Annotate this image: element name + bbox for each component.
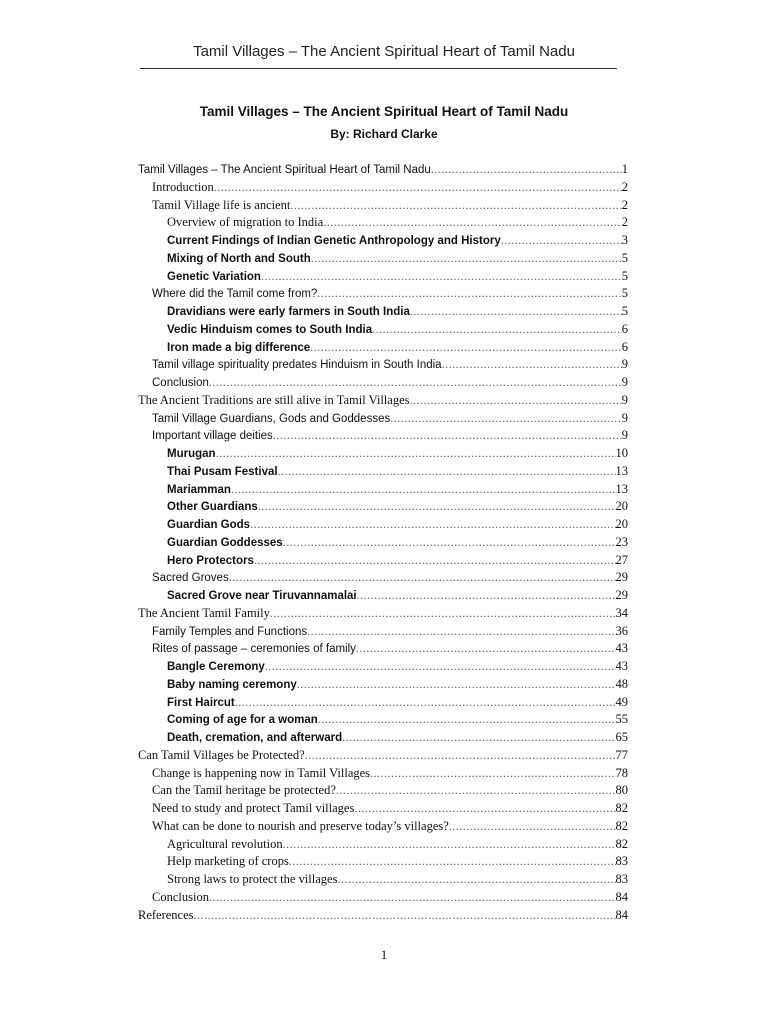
toc-dot-leader — [214, 179, 622, 197]
toc-dot-leader — [410, 392, 622, 410]
toc-entry[interactable] — [138, 729, 628, 747]
toc-entry-title: The Ancient Tamil Family — [138, 605, 270, 620]
toc-dot-leader — [283, 534, 616, 552]
toc-entry-page: 27 — [615, 552, 628, 567]
toc-entry[interactable] — [138, 268, 628, 286]
toc-entry-title: Sacred Groves — [152, 572, 229, 585]
toc-dot-leader — [336, 782, 616, 800]
toc-entry[interactable] — [138, 214, 628, 232]
toc-entry-page: 3 — [621, 233, 628, 247]
toc-entry[interactable] — [138, 303, 628, 321]
toc-entry-page: 23 — [615, 534, 628, 549]
toc-entry[interactable] — [138, 640, 628, 658]
toc-dot-leader — [323, 214, 622, 232]
toc-entry-page: 9 — [621, 428, 628, 443]
toc-entry-page: 29 — [615, 570, 628, 585]
toc-entry-page: 82 — [615, 801, 628, 815]
toc-dot-leader — [216, 445, 616, 463]
toc-entry-page: 5 — [621, 250, 628, 265]
toc-entry-title: Introduction — [152, 179, 214, 194]
toc-entry-page: 77 — [615, 747, 628, 762]
toc-dot-leader — [283, 836, 616, 854]
toc-entry-title: Change is happening now in Tamil Villages — [152, 765, 371, 780]
toc-entry-page: 2 — [621, 215, 628, 230]
toc-entry-page: 43 — [615, 641, 628, 656]
toc-entry-title: Death, cremation, and afterward — [167, 732, 343, 744]
toc-entry-page: 13 — [615, 481, 628, 496]
toc-entry-title: Overview of migration to India — [167, 215, 324, 230]
toc-entry[interactable] — [138, 250, 628, 268]
toc-entry-title: Help marketing of crops — [167, 854, 289, 869]
toc-entry-title: Guardian Gods — [167, 519, 251, 531]
toc-entry-title: Hero Protectors — [167, 554, 254, 567]
toc-dot-leader — [356, 640, 616, 658]
toc-entry[interactable] — [138, 534, 628, 552]
toc-dot-leader — [194, 907, 616, 925]
toc-dot-leader — [297, 676, 616, 694]
toc-entry-page: 5 — [621, 268, 628, 283]
toc-entry-page: 6 — [621, 339, 628, 354]
toc-entry-title: Current Findings of Indian Genetic Anthropology and History — [167, 235, 501, 247]
toc-entry[interactable] — [138, 356, 628, 374]
toc-entry-page: 80 — [615, 783, 628, 798]
toc-entry[interactable] — [138, 907, 628, 925]
toc-entry[interactable] — [138, 285, 628, 303]
toc-entry-page: 84 — [615, 907, 628, 922]
toc-entry[interactable] — [138, 800, 628, 818]
toc-entry[interactable] — [138, 552, 628, 570]
toc-dot-leader — [231, 481, 616, 499]
toc-entry-page: 13 — [615, 463, 628, 478]
toc-dot-leader — [305, 747, 616, 765]
toc-entry-title: Dravidians were early farmers in South India — [167, 306, 410, 318]
toc-dot-leader — [209, 374, 622, 392]
toc-entry-page: 2 — [621, 197, 628, 212]
toc-dot-leader — [310, 339, 622, 357]
toc-entry-title: Genetic Variation — [167, 270, 261, 283]
toc-entry-page: 65 — [615, 730, 628, 744]
toc-entry-page: 9 — [621, 392, 628, 407]
toc-dot-leader — [278, 463, 616, 481]
toc-dot-leader — [254, 552, 616, 570]
toc-entry[interactable] — [138, 392, 628, 410]
table-of-contents — [138, 161, 628, 924]
toc-entry-title: Conclusion — [152, 889, 209, 904]
page-number: 1 — [380, 947, 388, 962]
toc-entry-title: Strong laws to protect the villages — [167, 872, 338, 886]
toc-entry-page: 34 — [615, 605, 628, 620]
toc-entry-page: 10 — [615, 446, 628, 460]
toc-entry[interactable] — [138, 232, 628, 250]
toc-entry-page: 83 — [615, 872, 628, 886]
toc-entry-page: 20 — [615, 499, 628, 514]
toc-entry-title: Conclusion — [152, 377, 209, 389]
toc-entry-page: 1 — [621, 162, 628, 176]
toc-entry-title: Need to study and protect Tamil villages — [152, 801, 355, 815]
toc-entry-page: 82 — [615, 818, 628, 833]
toc-dot-leader — [289, 853, 616, 871]
toc-entry-page: 84 — [615, 889, 628, 904]
toc-entry-page: 20 — [615, 517, 628, 531]
toc-entry-title: Family Temples and Functions — [152, 625, 308, 638]
toc-dot-leader — [290, 197, 621, 215]
toc-entry-page: 5 — [621, 304, 628, 318]
toc-entry[interactable] — [138, 853, 628, 871]
toc-entry[interactable] — [138, 711, 628, 729]
toc-entry-page: 48 — [615, 676, 628, 691]
toc-entry[interactable] — [138, 445, 628, 463]
toc-entry[interactable] — [138, 374, 628, 392]
toc-entry-page: 2 — [621, 179, 628, 194]
toc-entry[interactable] — [138, 516, 628, 534]
toc-entry-title: Guardian Goddesses — [167, 536, 283, 549]
toc-entry-title: Rites of passage – ceremonies of family — [152, 643, 356, 656]
toc-dot-leader — [370, 765, 615, 783]
toc-entry-title: Can the Tamil heritage be protected? — [152, 783, 336, 798]
toc-entry-page: 9 — [621, 410, 628, 425]
toc-entry[interactable] — [138, 587, 628, 605]
toc-entry[interactable] — [138, 676, 628, 694]
toc-entry-title: Where did the Tamil come from? — [152, 288, 318, 301]
toc-entry-page: 43 — [615, 659, 628, 673]
toc-entry-title: Mixing of North and South — [167, 252, 311, 265]
toc-entry-title: Tamil Village life is ancient — [152, 197, 291, 212]
toc-entry[interactable] — [138, 889, 628, 907]
toc-entry-title: Vedic Hinduism comes to South India — [167, 323, 373, 336]
toc-entry-title: Can Tamil Villages be Protected? — [138, 747, 305, 762]
toc-entry[interactable] — [138, 569, 628, 587]
toc-entry-title: Iron made a big difference — [167, 341, 311, 354]
toc-dot-leader — [337, 871, 615, 889]
toc-entry-title: Murugan — [167, 448, 216, 460]
toc-dot-leader — [442, 356, 622, 374]
toc-dot-leader — [342, 729, 615, 747]
toc-dot-leader — [235, 694, 616, 712]
toc-entry-page: 78 — [615, 765, 628, 780]
toc-entry[interactable] — [138, 658, 628, 676]
header-rule — [140, 68, 617, 69]
toc-entry-page: 82 — [615, 836, 628, 851]
running-header: Tamil Villages – The Ancient Spiritual Heart of Tamil Nadu — [193, 43, 575, 60]
toc-entry-page: 29 — [615, 588, 628, 602]
toc-entry-title: Agricultural revolution — [167, 836, 283, 851]
toc-dot-leader — [449, 818, 616, 836]
toc-entry-title: References — [138, 907, 194, 922]
toc-entry[interactable] — [138, 818, 628, 836]
toc-entry-page: 36 — [615, 623, 628, 638]
toc-dot-leader — [390, 410, 622, 428]
toc-entry[interactable] — [138, 765, 628, 783]
toc-dot-leader — [261, 268, 622, 286]
toc-entry-title: First Haircut — [167, 696, 235, 709]
toc-entry[interactable] — [138, 623, 628, 641]
toc-entry-title: What can be done to nourish and preserve today’s villages? — [152, 818, 449, 833]
toc-entry[interactable] — [138, 836, 628, 854]
toc-entry[interactable] — [138, 782, 628, 800]
toc-dot-leader — [354, 800, 615, 818]
toc-dot-leader — [357, 587, 616, 605]
toc-dot-leader — [273, 427, 622, 445]
toc-entry-title: The Ancient Traditions are still alive in Tamil Villages — [138, 392, 410, 407]
toc-dot-leader — [372, 321, 622, 339]
toc-dot-leader — [270, 605, 616, 623]
toc-entry-title: Mariamman — [167, 483, 231, 496]
toc-dot-leader — [307, 623, 615, 641]
toc-dot-leader — [229, 569, 616, 587]
toc-entry[interactable] — [138, 179, 628, 197]
toc-entry[interactable] — [138, 161, 628, 179]
toc-entry-title: Coming of age for a woman — [167, 714, 318, 727]
toc-entry[interactable] — [138, 498, 628, 516]
toc-entry-page: 55 — [615, 712, 628, 727]
document-title: Tamil Villages – The Ancient Spiritual Heart of Tamil Nadu — [199, 104, 569, 119]
toc-dot-leader — [258, 498, 616, 516]
toc-dot-leader — [265, 658, 616, 676]
toc-entry-title: Sacred Grove near Tiruvannamalai — [167, 590, 357, 602]
toc-entry-title: Thai Pusam Festival — [167, 465, 278, 478]
toc-entry-page: 6 — [621, 321, 628, 336]
toc-entry-title: Other Guardians — [167, 501, 258, 514]
document-author: By: Richard Clarke — [330, 127, 438, 141]
toc-dot-leader — [410, 303, 622, 321]
toc-entry[interactable] — [138, 427, 628, 445]
toc-entry-title: Important village deities — [152, 430, 273, 443]
toc-entry[interactable] — [138, 871, 628, 889]
toc-entry[interactable] — [138, 747, 628, 765]
toc-dot-leader — [318, 711, 616, 729]
toc-entry-title: Tamil village spirituality predates Hinduism in South India — [152, 359, 442, 372]
toc-dot-leader — [431, 161, 622, 179]
toc-entry-page: 83 — [615, 854, 628, 869]
toc-dot-leader — [311, 250, 622, 268]
toc-entry[interactable] — [138, 321, 628, 339]
toc-entry-title: Tamil Village Guardians, Gods and Goddesses — [152, 412, 391, 425]
toc-entry[interactable] — [138, 605, 628, 623]
toc-entry[interactable] — [138, 410, 628, 428]
toc-entry[interactable] — [138, 463, 628, 481]
toc-entry-title: Baby naming ceremony — [167, 678, 297, 691]
toc-dot-leader — [250, 516, 615, 534]
toc-entry[interactable] — [138, 694, 628, 712]
toc-entry[interactable] — [138, 197, 628, 215]
toc-entry-page: 9 — [621, 357, 628, 372]
toc-entry[interactable] — [138, 481, 628, 499]
toc-entry-title: Bangle Ceremony — [167, 661, 265, 673]
toc-dot-leader — [209, 889, 616, 907]
toc-dot-leader — [317, 285, 621, 303]
toc-dot-leader — [501, 232, 622, 250]
toc-entry-page: 9 — [621, 375, 628, 389]
toc-entry[interactable] — [138, 339, 628, 357]
toc-entry-page: 49 — [615, 694, 628, 709]
toc-entry-title: Tamil Villages – The Ancient Spiritual Heart of Tamil Nadu — [138, 164, 431, 176]
toc-entry-page: 5 — [621, 286, 628, 301]
